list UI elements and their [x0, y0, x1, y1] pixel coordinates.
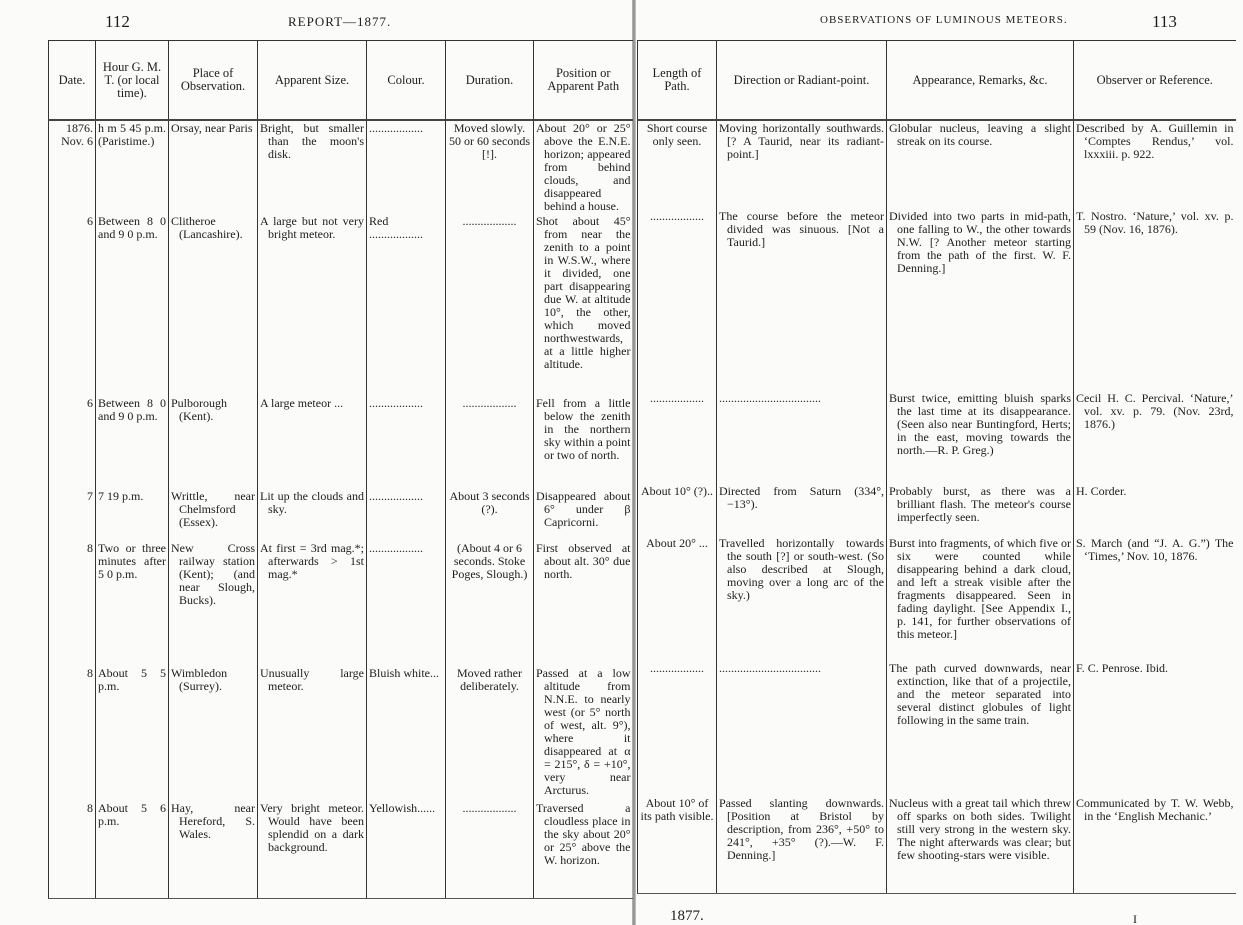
cell-colour: Red ..................: [367, 214, 446, 396]
cell-direction: ..................................: [717, 661, 887, 796]
table-row: [49, 801, 633, 899]
cell-colour: Yellowish......: [367, 801, 446, 899]
cell-remarks: Globular nucleus, leaving a slight streak on its course.: [887, 120, 1074, 209]
cell-date: 8: [49, 801, 96, 899]
cell-direction: The course before the meteor divided was sinuous. [Not a Taurid.]: [717, 209, 887, 391]
cell-position: Fell from a little below the zenith in the northern sky within a point or two of north.: [534, 396, 633, 489]
cell-direction: Passed slanting downwards. [Position at Bristol by description, from 236°, +50° to 241°, +35° (?).—W. F. Denning.]: [717, 796, 887, 894]
footer-mark: I: [1133, 912, 1137, 925]
cell-direction: Travelled horizontally towards the south [?] or south-west. (So also described at Slough, moving over a long arc of the sky.): [717, 536, 887, 661]
col-header: Apparent Size.: [258, 41, 367, 121]
cell-duration: (About 4 or 6 seconds. Stoke Poges, Slough.): [446, 541, 534, 666]
table-row: [49, 666, 633, 801]
cell-duration: ..................: [446, 214, 534, 396]
cell-colour: ..................: [367, 120, 446, 214]
cell-colour: Bluish white...: [367, 666, 446, 801]
cell-length: ..................: [638, 661, 717, 796]
cell-duration: Moved slowly. 50 or 60 seconds [!].: [446, 120, 534, 214]
cell-observer: Cecil H. C. Percival. ‘Nature,’ vol. xv. p. 79. (Nov. 23rd, 1876.): [1074, 391, 1236, 484]
cell-position: Passed at a low altitude from N.N.E. to nearly west (or 5° north of west, alt. 9°), where it disappeared at α = 215°, δ = +10°, very near Arcturus.: [534, 666, 633, 801]
cell-hour: 7 19 p.m.: [96, 489, 169, 541]
cell-colour: ..................: [367, 489, 446, 541]
cell-direction: ..................................: [717, 391, 887, 484]
cell-direction: Moving horizontally southwards. [? A Taurid, near its radiant-point.]: [717, 120, 887, 209]
cell-date: 8: [49, 541, 96, 666]
cell-place: Pulborough (Kent).: [169, 396, 258, 489]
cell-colour: ..................: [367, 396, 446, 489]
cell-date: 6: [49, 396, 96, 489]
cell-size: Unusually large meteor.: [258, 666, 367, 801]
cell-hour: About 5 6 p.m.: [96, 801, 169, 899]
table-row: [638, 661, 1236, 796]
table-row: [49, 489, 633, 541]
cell-observer: S. March (and “J. A. G.”) The ‘Times,’ Nov. 10, 1876.: [1074, 536, 1236, 661]
cell-size: Very bright meteor. Would have been splendid on a dark background.: [258, 801, 367, 899]
cell-hour: h m 5 45 p.m. (Paristime.): [96, 120, 169, 214]
col-header: Duration.: [446, 41, 534, 121]
running-head-left: REPORT—1877.: [288, 14, 392, 29]
cell-length: ..................: [638, 209, 717, 391]
cell-observer: Described by A. Guillemin in ‘Comptes Rendus,’ vol. lxxxiii. p. 922.: [1074, 120, 1236, 209]
table-row: [638, 796, 1236, 894]
cell-remarks: Probably burst, as there was a brilliant flash. The meteor's course imperfectly seen.: [887, 484, 1074, 536]
cell-duration: ..................: [446, 801, 534, 899]
col-header: Appearance, Remarks, &c.: [887, 41, 1074, 121]
col-header: Position or Apparent Path: [534, 41, 633, 121]
cell-hour: Between 8 0 and 9 0 p.m.: [96, 214, 169, 396]
cell-observer: T. Nostro. ‘Nature,’ vol. xv. p. 59 (Nov. 16, 1876).: [1074, 209, 1236, 391]
col-header: Colour.: [367, 41, 446, 121]
cell-duration: ..................: [446, 396, 534, 489]
col-header: Date.: [49, 41, 96, 121]
table-row: [638, 484, 1236, 536]
book-gutter: [632, 0, 636, 925]
page-number-left: 112: [105, 12, 130, 31]
cell-direction: Directed from Saturn (334°, −13°).: [717, 484, 887, 536]
col-header: Place of Observation.: [169, 41, 258, 121]
table-row: [49, 214, 633, 396]
cell-date: 1876. Nov. 6: [49, 120, 96, 214]
cell-position: Shot about 45° from near the zenith to a point in W.S.W., where it divided, one part disappearing due W. at altitude 10°, the other, which moved northwestwards, at a little higher altitude.: [534, 214, 633, 396]
table-row: [49, 396, 633, 489]
cell-hour: About 5 5 p.m.: [96, 666, 169, 801]
table-row: [638, 120, 1236, 209]
cell-hour: Between 8 0 and 9 0 p.m.: [96, 396, 169, 489]
cell-place: Orsay, near Paris: [169, 120, 258, 214]
cell-place: Wimbledon (Surrey).: [169, 666, 258, 801]
cell-place: Writtle, near Chelmsford (Essex).: [169, 489, 258, 541]
page-number-right: 113: [1152, 12, 1177, 31]
cell-date: 7: [49, 489, 96, 541]
footer-signature: 1877.: [670, 908, 704, 924]
meteor-table-right: [637, 40, 1236, 894]
cell-observer: H. Corder.: [1074, 484, 1236, 536]
cell-position: Traversed a cloudless place in the sky about 20° or 25° above the W. horizon.: [534, 801, 633, 899]
cell-observer: Communicated by T. W. Webb, in the ‘English Mechanic.’: [1074, 796, 1236, 894]
cell-place: Clitheroe (Lancashire).: [169, 214, 258, 396]
table-row: [638, 536, 1236, 661]
col-header: Observer or Reference.: [1074, 41, 1236, 121]
table-row: [49, 120, 633, 214]
cell-observer: F. C. Penrose. Ibid.: [1074, 661, 1236, 796]
meteor-table-left: [48, 40, 633, 899]
cell-position: First observed at about alt. 30° due north.: [534, 541, 633, 666]
cell-remarks: Nucleus with a great tail which threw off sparks on both sides. Twilight still very strong in the western sky. The night afterwards was clear; but few shooting-stars were visible.: [887, 796, 1074, 894]
cell-colour: ..................: [367, 541, 446, 666]
header-row: [49, 41, 633, 121]
cell-remarks: Burst twice, emitting bluish sparks the last time at its disappearance. (Seen also near Buntingford, Herts; in the east, moving towards the north.—R. P. Greg.): [887, 391, 1074, 484]
cell-hour: Two or three minutes after 5 0 p.m.: [96, 541, 169, 666]
cell-remarks: Divided into two parts in mid-path, one falling to W., the other towards N.W. [? Another meteor starting from the path of the first. W. F. Denning.]: [887, 209, 1074, 391]
cell-size: Bright, but smaller than the moon's disk.: [258, 120, 367, 214]
table-row: [49, 541, 633, 666]
running-head-right: OBSERVATIONS OF LUMINOUS METEORS.: [820, 14, 1068, 26]
table-row: [638, 391, 1236, 484]
cell-size: A large but not very bright meteor.: [258, 214, 367, 396]
cell-size: A large meteor ...: [258, 396, 367, 489]
col-header: Hour G. M. T. (or local time).: [96, 41, 169, 121]
cell-length: ..................: [638, 391, 717, 484]
cell-remarks: The path curved downwards, near extinction, like that of a projectile, and the meteor separated into several distinct globules of light following in the same train.: [887, 661, 1074, 796]
table-row: [638, 209, 1236, 391]
cell-length: Short course only seen.: [638, 120, 717, 209]
cell-place: Hay, near Hereford, S. Wales.: [169, 801, 258, 899]
cell-remarks: Burst into fragments, of which five or six were counted while disappearing behind a dark cloud, and left a streak visible after the fragments disappeared. Seen in fading daylight. [See Appendix I., p. 141, for further observations of this meteor.]: [887, 536, 1074, 661]
cell-length: About 20° ...: [638, 536, 717, 661]
cell-size: At first = 3rd mag.*; afterwards > 1st mag.*: [258, 541, 367, 666]
cell-duration: About 3 seconds (?).: [446, 489, 534, 541]
header-row: [638, 41, 1236, 121]
cell-position: Disappeared about 6° under β Capricorni.: [534, 489, 633, 541]
cell-place: New Cross railway station (Kent); (and near Slough, Bucks).: [169, 541, 258, 666]
col-header: Length of Path.: [638, 41, 717, 121]
cell-length: About 10° (?)..: [638, 484, 717, 536]
cell-duration: Moved rather deliberately.: [446, 666, 534, 801]
col-header: Direction or Radiant-point.: [717, 41, 887, 121]
cell-length: About 10° of its path visible.: [638, 796, 717, 894]
cell-date: 6: [49, 214, 96, 396]
cell-size: Lit up the clouds and sky.: [258, 489, 367, 541]
cell-position: About 20° or 25° above the E.N.E. horizon; appeared from behind clouds, and disappeared behind a house.: [534, 120, 633, 214]
cell-date: 8: [49, 666, 96, 801]
